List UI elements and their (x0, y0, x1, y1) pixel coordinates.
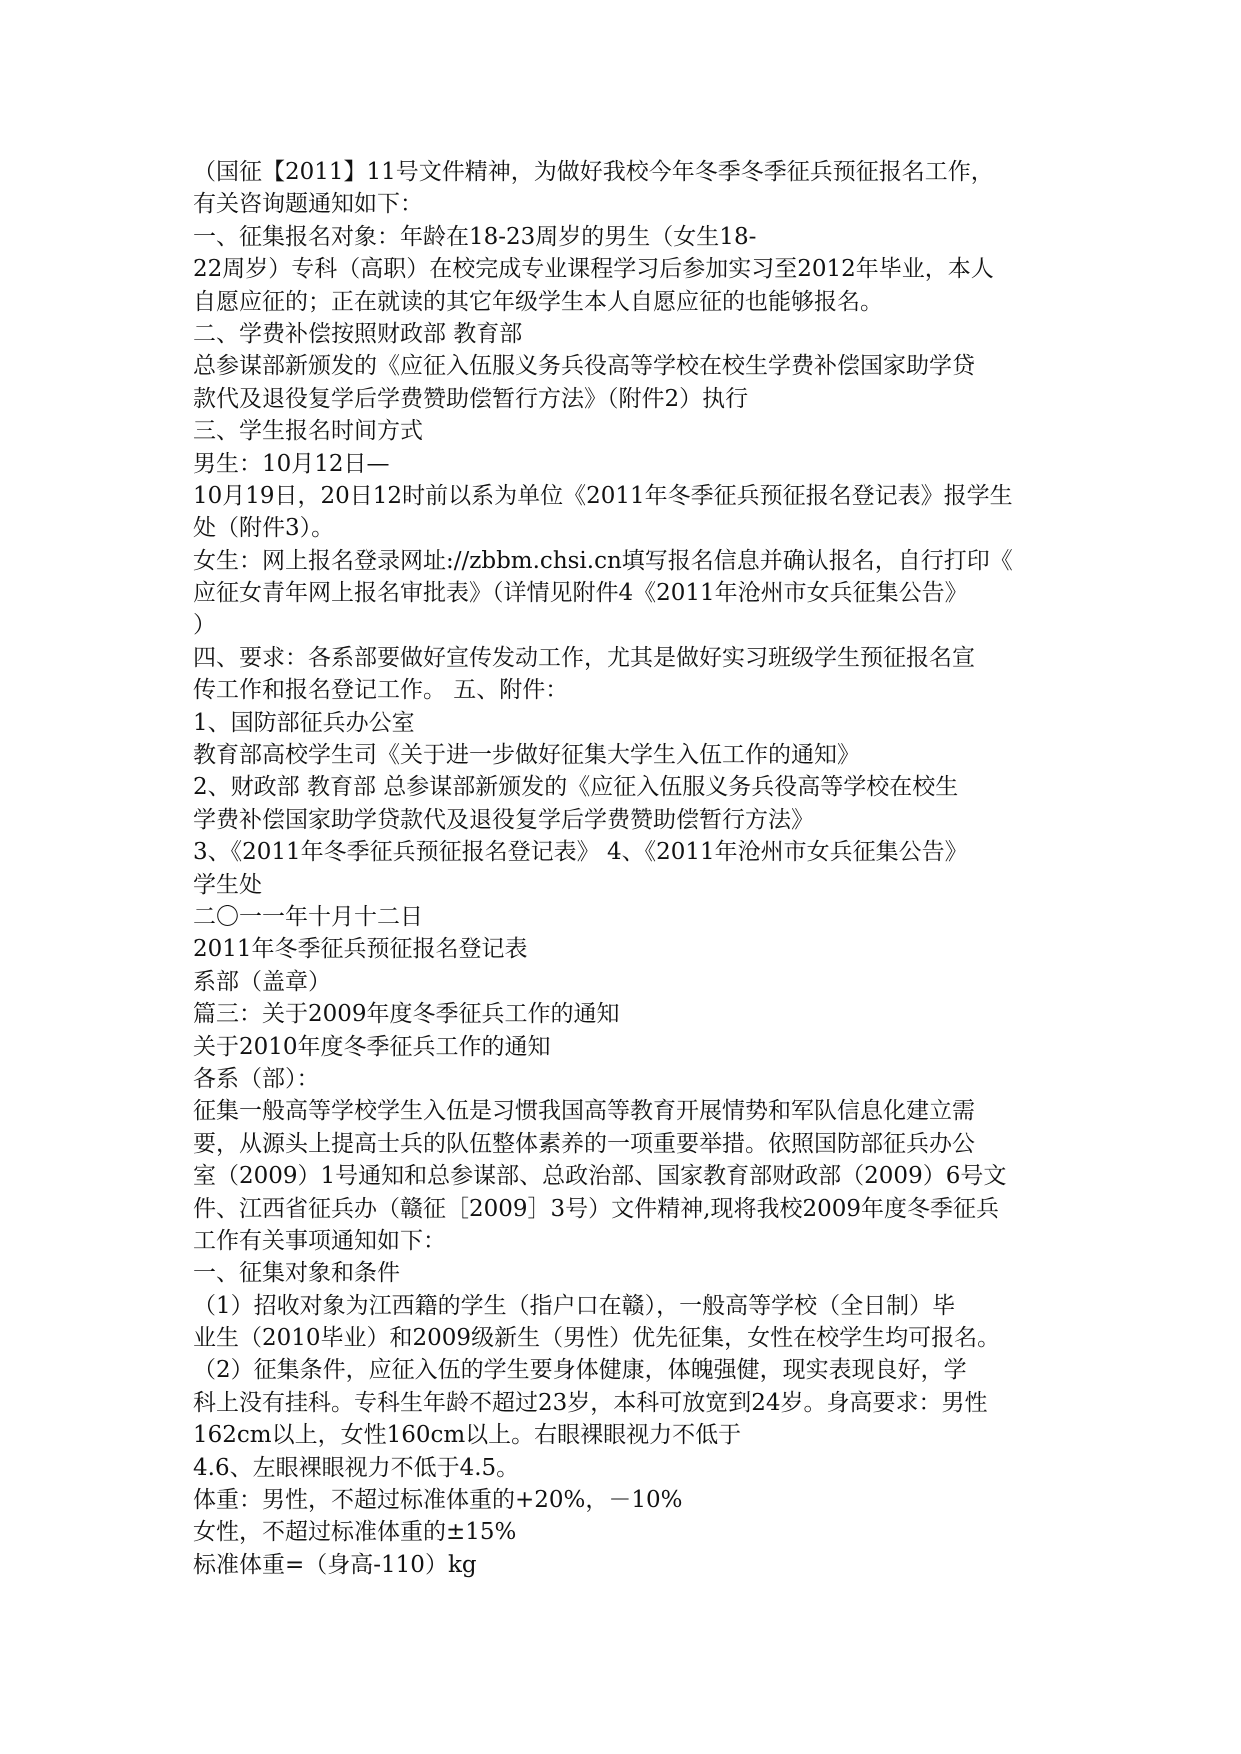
text-line: 室（2009）1号通知和总参谋部、总政治部、国家教育部财政部（2009）6号文 (193, 1163, 1007, 1190)
text-line: 各系（部）： (193, 1065, 320, 1092)
text-line: 有关咨询题通知如下： (193, 191, 423, 218)
text-line: 学费补偿国家助学贷款代及退役复学后学费赞助偿暂行方法》 (193, 806, 814, 833)
text-line: 2011年冬季征兵预征报名登记表 (193, 936, 528, 963)
text-line: 篇三：关于2009年度冬季征兵工作的通知 (193, 1001, 620, 1028)
text-line: 处（附件3）。 (193, 515, 335, 542)
document-body (193, 156, 1043, 1581)
text-line: （1）招收对象为江西籍的学生（指户口在赣），一般高等学校（全日制）毕 (193, 1292, 956, 1319)
text-line: 关于2010年度冬季征兵工作的通知 (193, 1033, 551, 1060)
text-line: 系部（盖章） (193, 968, 331, 995)
text-line: 二〇一一年十月十二日 (193, 903, 423, 930)
text-line: 女性，不超过标准体重的±15% (193, 1519, 517, 1546)
text-line: 传工作和报名登记工作。 五、附件： (193, 677, 569, 704)
text-line: 三、学生报名时间方式 (193, 418, 423, 445)
text-line: 2、财政部 教育部 总参谋部新颁发的《应征入伍服义务兵役高等学校在校生 (193, 774, 959, 801)
text-line: 件、江西省征兵办（赣征［2009］3号）文件精神,现将我校2009年度冬季征兵 (193, 1195, 1000, 1222)
text-line: 工作有关事项通知如下： (193, 1227, 446, 1254)
text-line: 款代及退役复学后学费赞助偿暂行方法》（附件2）执行 (193, 385, 749, 412)
text-line: 应征女青年网上报名审批表》（详情见附件4《2011年沧州市女兵征集公告》 (193, 580, 968, 607)
text-line: 男生：10月12日— (193, 450, 390, 477)
text-line: 标准体重=（身高-110）kg (193, 1551, 477, 1578)
text-line: 一、征集报名对象：年龄在18-23周岁的男生（女生18- (193, 223, 757, 250)
text-line: 一、征集对象和条件 (193, 1260, 400, 1287)
text-line: 二、学费补偿按照财政部 教育部 (193, 320, 523, 347)
text-line: 162cm以上，女性160cm以上。右眼裸眼视力不低于 (193, 1422, 742, 1449)
text-line: （2）征集条件，应征入伍的学生要身体健康，体魄强健，现实表现良好，学 (193, 1357, 967, 1384)
text-line: 教育部高校学生司《关于进一步做好征集大学生入伍工作的通知》 (193, 742, 860, 769)
text-line: 要，从源头上提高士兵的队伍整体素养的一项重要举措。依照国防部征兵办公 (193, 1130, 975, 1157)
text-line: 四、要求：各系部要做好宣传发动工作，尤其是做好实习班级学生预征报名宣 (193, 644, 975, 671)
text-line: 学生处 (193, 871, 262, 898)
text-line: 自愿应征的；正在就读的其它年级学生本人自愿应征的也能够报名。 (193, 288, 883, 315)
text-line: 4.6、左眼裸眼视力不低于4.5。 (193, 1454, 520, 1481)
text-line: 10月19日，20日12时前以系为单位《2011年冬季征兵预征报名登记表》报学生 (193, 482, 1013, 509)
text-line: 体重：男性，不超过标准体重的+20%，－10% (193, 1487, 683, 1514)
text-line: 女生：网上报名登录网址://zbbm.chsi.cn填写报名信息并确认报名，自行打印《 (193, 547, 1013, 574)
text-line: ） (193, 612, 216, 639)
text-line: 3、《2011年冬季征兵预征报名登记表》 4、《2011年沧州市女兵征集公告》 (193, 839, 968, 866)
text-line: 1、国防部征兵办公室 (193, 709, 415, 736)
text-line: 征集一般高等学校学生入伍是习惯我国高等教育开展情势和军队信息化建立需 (193, 1098, 975, 1125)
text-line: 科上没有挂科。专科生年龄不超过23岁，本科可放宽到24岁。身高要求：男性 (193, 1389, 988, 1416)
text-line: 业生（2010毕业）和2009级新生（男性）优先征集，女性在校学生均可报名。 (193, 1325, 1001, 1352)
text-line: 22周岁）专科（高职）在校完成专业课程学习后参加实习至2012年毕业，本人 (193, 256, 994, 283)
text-line: （国征【2011】11号文件精神，为做好我校今年冬季冬季征兵预征报名工作， (193, 159, 994, 185)
text-line: 总参谋部新颁发的《应征入伍服义务兵役高等学校在校生学费补偿国家助学贷 (193, 353, 975, 380)
